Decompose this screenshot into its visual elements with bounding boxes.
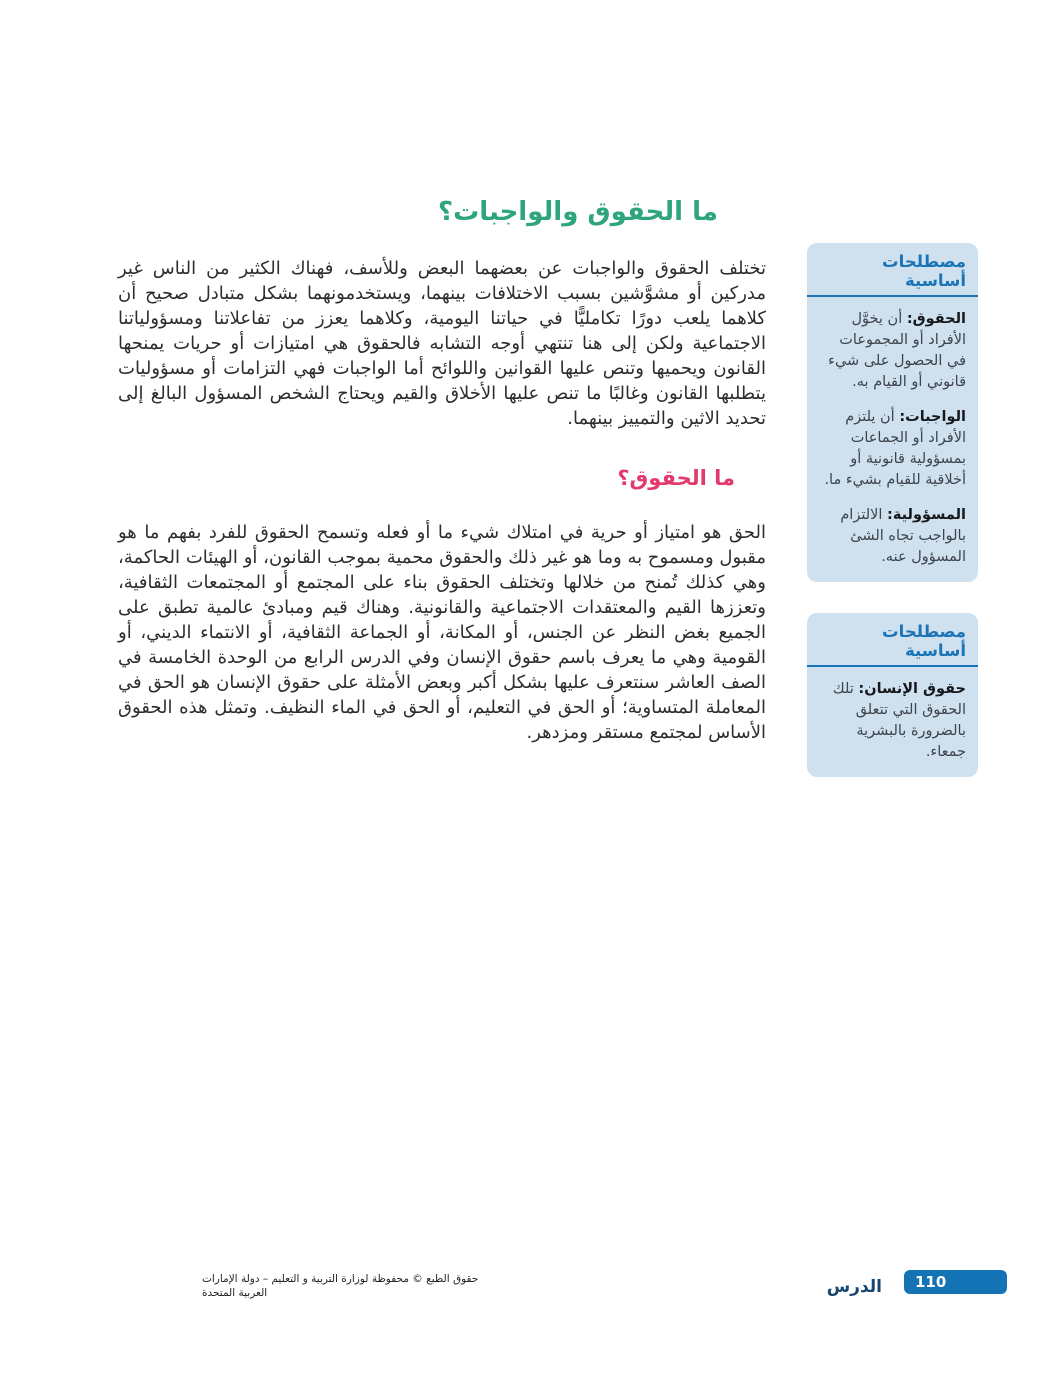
page-number: 110: [915, 1273, 947, 1291]
term-label: المسؤولية:: [887, 507, 966, 523]
page-title: ما الحقوق والواجبات؟: [437, 197, 718, 228]
term-label: الواجبات:: [899, 409, 966, 425]
intro-paragraph: تختلف الحقوق والواجبات عن بعضهما البعض وللأسف، فهناك الكثير من الناس غير مدركين أو مشوَّشين بسبب الاختلافات بينهما، ويستخدمونهما بشكل متبادل صحيح أن كلاهما يلعب دورًا تكامليًّا في حياتنا اليومية، وكلاهما يعزز من تفاعلاتنا ومسؤولياتنا الاجتماعية ولكن إلى هنا تنتهي أوجه التشابه فالحقوق هي امتيازات أو حريات يمنحها القانون ويحميها وتنص عليها القوانين واللوائح أما الواجبات فهي التزامات أو مسؤوليات يتطلبها القانون وغالبًا ما تنص عليها الأخلاق والقيم ويحتاج الشخص المسؤول البالغ إلى تحديد الاثين والتمييز بينهما.: [118, 258, 766, 429]
term-text: أن يلتزم الأفراد أو الجماعات بمسؤولية قانونية أو أخلاقية للقيام بشيء ما.: [824, 409, 966, 488]
section-heading: ما الحقوق؟: [617, 466, 735, 491]
term-label: الحقوق:: [906, 311, 966, 327]
term-definition-rights: [819, 309, 966, 393]
key-terms-header: مصطلحات أساسية: [807, 613, 978, 667]
key-terms-body: [807, 297, 978, 582]
lesson-label: الدرس: [826, 1277, 882, 1297]
key-terms-box-1: [807, 243, 978, 582]
term-text: الالتزام بالواجب تجاه الشئ المسؤول عنه.: [840, 507, 966, 565]
term-definition-responsibility: [819, 505, 966, 568]
term-definition-human-rights: [819, 679, 966, 763]
copyright-notice: حقوق الطبع © محفوظة لوزارة التربية و التعليم – دولة الإمارات العربية المتحدة: [202, 1273, 479, 1299]
term-label: حقوق الإنسان:: [858, 681, 966, 697]
section-paragraph: الحق هو امتياز أو حرية في امتلاك شيء ما أو فعله وتسمح الحقوق للفرد بفهم ما هو مقبول ومسموح به وما هو غير ذلك والحقوق محمية بموجب القانون، أو الهيئات الحاكمة، وهي كذلك تُمنح من خلالها وتختلف الحقوق بناء على المجتمع أو المجتمعات الثقافية، وتعززها القيم والمعتقدات الاجتماعية والقانونية. وهناك قيم ومبادئ عالمية تطبق على الجميع بغض النظر عن الجنس، أو المكانة، أو الجماعة الثقافية، أو الانتماء الديني، أو القومية وهي ما يعرف باسم حقوق الإنسان وفي الدرس الرابع من الوحدة الخامسة في الصف العاشر سنتعرف عليها بشكل أكبر وبعض الأمثلة على حقوق الإنسان هو الحق في المعاملة المتساوية؛ أو الحق في التعليم، أو الحق في الماء النظيف. وتمثل هذه الحقوق الأساس لمجتمع مستقر ومزدهر.: [118, 522, 766, 743]
page-number-badge: [904, 1270, 1007, 1294]
term-definition-duties: [819, 407, 966, 491]
key-terms-body: [807, 667, 978, 777]
key-terms-header: مصطلحات أساسية: [807, 243, 978, 297]
term-text: أن يخوَّل الأفراد أو المجموعات في الحصول على شيء قانوني أو القيام به.: [828, 311, 966, 390]
key-terms-box-2: [807, 613, 978, 777]
term-text: تلك الحقوق التي تتعلق بالضرورة بالبشرية جمعاء.: [832, 681, 966, 760]
